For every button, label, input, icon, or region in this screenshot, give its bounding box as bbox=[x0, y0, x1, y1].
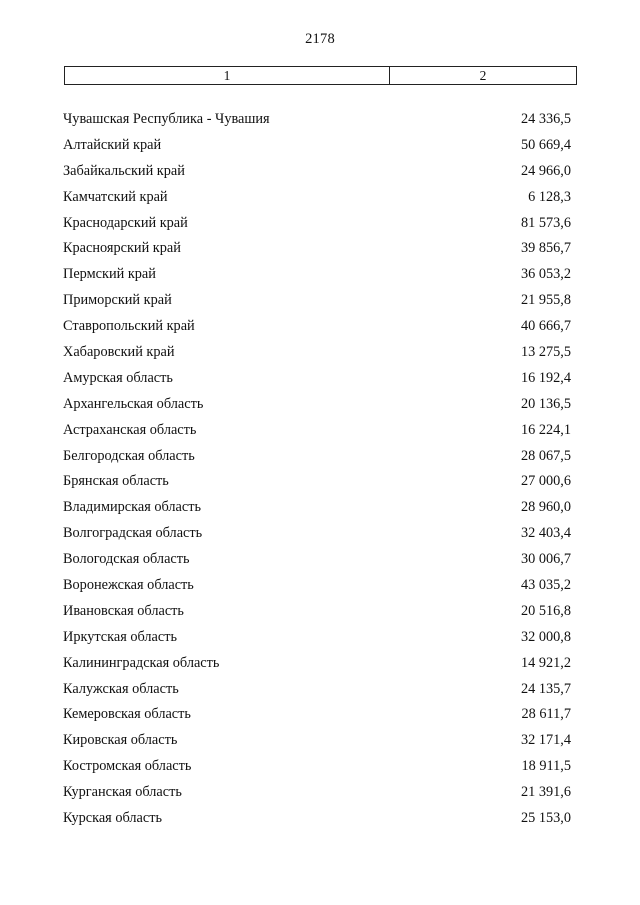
page-number: 2178 bbox=[305, 31, 335, 47]
table-row bbox=[0, 600, 640, 626]
region-name: Калужская область bbox=[63, 680, 179, 697]
region-value: 14 921,2 bbox=[520, 654, 571, 671]
table-row bbox=[0, 496, 640, 522]
region-name: Хабаровский край bbox=[63, 344, 175, 361]
table-row bbox=[0, 522, 640, 548]
table-row bbox=[0, 807, 640, 833]
region-name: Иркутская область bbox=[63, 628, 178, 645]
region-value: 40 666,7 bbox=[520, 318, 571, 335]
region-value: 24 966,0 bbox=[520, 162, 571, 179]
table-row bbox=[0, 367, 640, 393]
region-value: 43 035,2 bbox=[520, 577, 571, 594]
region-value: 16 192,4 bbox=[520, 369, 571, 386]
table-row bbox=[0, 341, 640, 367]
region-name: Архангельская область bbox=[63, 395, 204, 412]
region-value: 24 135,7 bbox=[520, 680, 571, 697]
table-row bbox=[0, 160, 640, 186]
region-name: Воронежская область bbox=[63, 577, 194, 594]
table-row bbox=[0, 548, 640, 574]
table-row bbox=[0, 263, 640, 289]
region-value: 32 403,4 bbox=[520, 525, 571, 542]
region-value: 32 171,4 bbox=[520, 732, 571, 749]
table-row bbox=[0, 470, 640, 496]
region-name: Забайкальский край bbox=[63, 162, 185, 179]
region-value: 28 960,0 bbox=[520, 499, 571, 516]
region-name: Волгоградская область bbox=[63, 525, 203, 542]
table-row bbox=[0, 134, 640, 160]
table-row bbox=[0, 289, 640, 315]
region-name: Белгородская область bbox=[63, 447, 195, 464]
region-name: Амурская область bbox=[63, 369, 173, 386]
region-name: Калининградская область bbox=[63, 654, 220, 671]
region-value: 24 336,5 bbox=[520, 111, 571, 127]
table-row bbox=[0, 186, 640, 212]
table-row bbox=[0, 212, 640, 238]
region-name: Костромская область bbox=[63, 758, 192, 775]
table-row bbox=[0, 678, 640, 704]
region-name: Ставропольский край bbox=[63, 318, 195, 335]
table-row bbox=[0, 755, 640, 781]
region-value: 21 955,8 bbox=[520, 292, 571, 309]
region-name: Курская область bbox=[63, 810, 162, 827]
region-value: 39 856,7 bbox=[520, 240, 571, 257]
table-row bbox=[0, 419, 640, 445]
region-name: Чувашская Республика - Чувашия bbox=[63, 111, 270, 127]
region-value: 28 611,7 bbox=[521, 706, 571, 723]
region-value: 25 153,0 bbox=[520, 810, 571, 827]
data-table bbox=[0, 108, 640, 833]
region-name: Кировская область bbox=[63, 732, 178, 749]
region-value: 13 275,5 bbox=[520, 344, 571, 361]
table-row bbox=[0, 237, 640, 263]
region-value: 36 053,2 bbox=[520, 266, 571, 283]
table-row bbox=[0, 574, 640, 600]
region-value: 50 669,4 bbox=[520, 136, 571, 153]
table-row bbox=[0, 393, 640, 419]
region-name: Краснодарский край bbox=[63, 214, 188, 231]
region-value: 21 391,6 bbox=[520, 784, 571, 801]
region-name: Астраханская область bbox=[63, 421, 197, 438]
table-row bbox=[0, 626, 640, 652]
region-name: Владимирская область bbox=[63, 499, 202, 516]
region-value: 18 911,5 bbox=[521, 758, 571, 775]
table-row bbox=[0, 652, 640, 678]
column-header-row bbox=[64, 66, 577, 85]
region-value: 20 136,5 bbox=[520, 395, 571, 412]
column-header-1: 1 bbox=[65, 67, 390, 84]
region-name: Брянская область bbox=[63, 473, 169, 490]
table-row bbox=[0, 781, 640, 807]
region-value: 28 067,5 bbox=[520, 447, 571, 464]
region-name: Курганская область bbox=[63, 784, 182, 801]
region-name: Ивановская область bbox=[63, 602, 184, 619]
table-row bbox=[0, 703, 640, 729]
region-name: Пермский край bbox=[63, 266, 156, 283]
region-name: Вологодская область bbox=[63, 551, 190, 568]
region-value: 30 006,7 bbox=[520, 551, 571, 568]
region-value: 16 224,1 bbox=[520, 421, 571, 438]
region-name: Красноярский край bbox=[63, 240, 181, 257]
region-name: Кемеровская область bbox=[63, 706, 191, 723]
region-name: Камчатский край bbox=[63, 188, 168, 205]
column-header-2: 2 bbox=[479, 67, 487, 83]
region-name: Приморский край bbox=[63, 292, 172, 309]
region-value: 27 000,6 bbox=[520, 473, 571, 490]
table-row bbox=[0, 315, 640, 341]
table-row bbox=[0, 729, 640, 755]
table-row bbox=[0, 445, 640, 471]
region-value: 32 000,8 bbox=[520, 628, 571, 645]
region-value: 6 128,3 bbox=[528, 188, 571, 205]
region-value: 81 573,6 bbox=[520, 214, 571, 231]
region-value: 20 516,8 bbox=[520, 602, 571, 619]
table-row bbox=[0, 108, 640, 134]
region-name: Алтайский край bbox=[63, 136, 162, 153]
